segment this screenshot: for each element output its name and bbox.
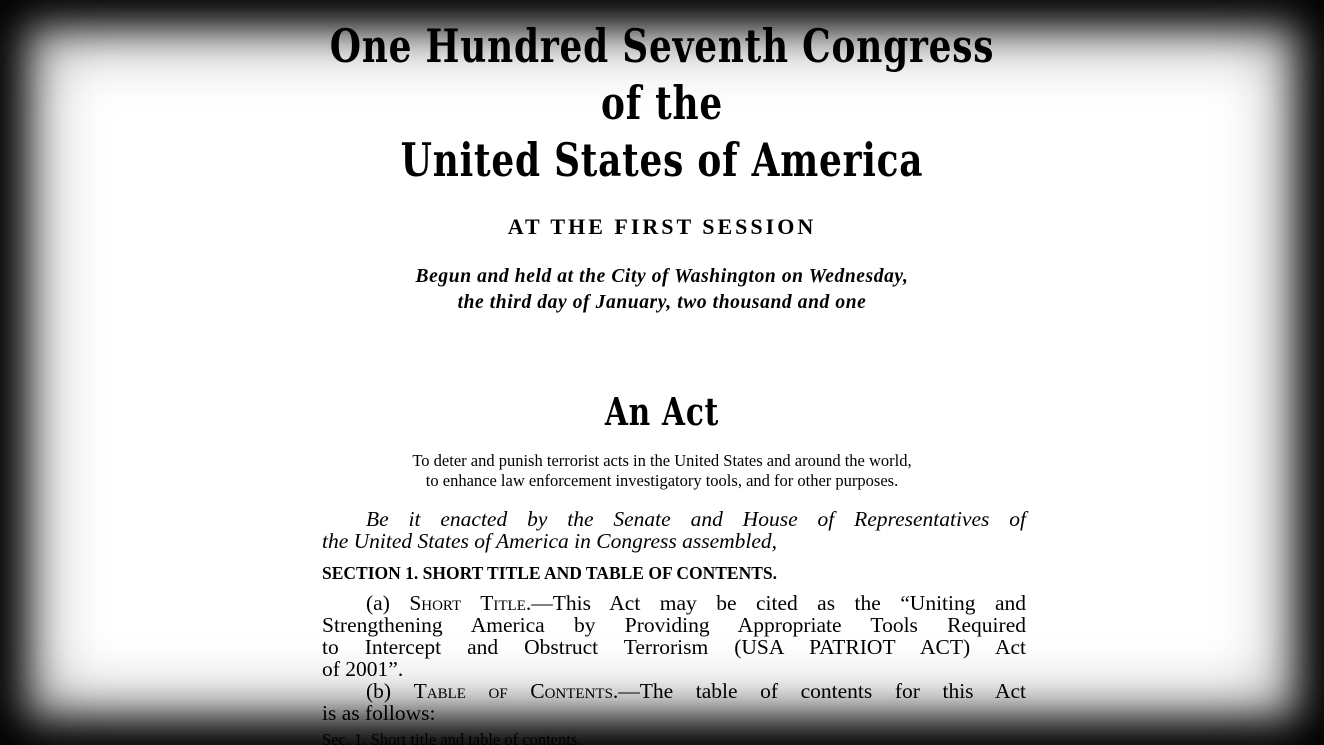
paragraph-a-line-3: to Intercept and Obstruct Terrorism (USA PATRIOT ACT) Act [322,635,1026,659]
congress-heading-line3: United States of America [400,133,924,187]
paragraph-a-line-1 [322,592,1026,614]
enacting-clause [322,508,1026,552]
toc-entry: Sec. 1. Short title and table of contents. [322,730,582,745]
begun-line-1: Begun and held at the City of Washington on Wednesday, [415,266,909,287]
congress-heading-line2: of the [600,76,724,130]
paragraph-a-label: (a) [366,591,410,615]
enacting-line-1: Be it enacted by the Senate and House of Representatives of [366,507,1026,531]
purpose-line-1: To deter and punish terrorist acts in the United States and around the world, [412,451,912,470]
begun-line-2: the third day of January, two thousand and one [457,292,867,313]
session-heading: AT THE FIRST SESSION [507,214,817,239]
purpose-line-2: to enhance law enforcement investigatory tools, and for other purposes. [425,471,899,490]
paragraph-b-line-1 [322,680,1026,702]
section-heading: SECTION 1. SHORT TITLE AND TABLE OF CONTENTS. [322,563,778,583]
paragraph-a-line-4: of 2001”. [322,657,404,681]
paragraph-a-caption: Short Title [409,591,526,615]
paragraph-a-line-2: Strengthening America by Providing Appropriate Tools Required [322,613,1026,637]
paragraph-a-line1-rest: .—This Act may be cited as the “Uniting and [525,591,1026,615]
paragraph-b-label: (b) [366,679,414,703]
act-title: An Act [604,389,720,434]
paragraph-a [322,592,1026,680]
enacting-line-2: the United States of America in Congress assembled, [322,529,778,553]
congress-heading-line1: One Hundred Seventh Congress [329,19,995,73]
paragraph-b-line-2: is as follows: [322,701,436,725]
paragraph-b-line1-rest: .—The table of contents for this Act [612,679,1026,703]
paragraph-b-caption: Table of Contents [413,679,613,703]
paragraph-b [322,680,1026,724]
